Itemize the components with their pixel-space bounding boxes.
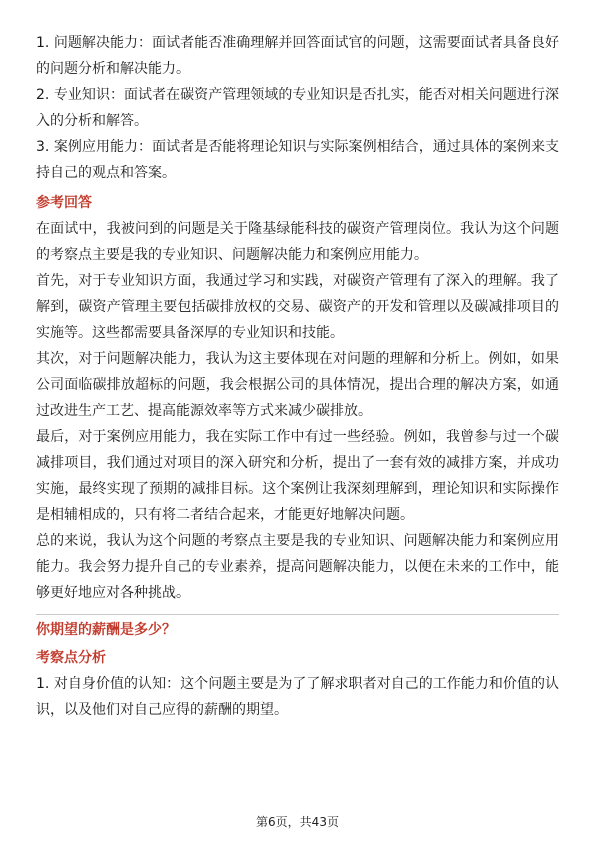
reference-paragraph-1: 在面试中，我被问到的问题是关于隆基绿能科技的碳资产管理岗位。我认为这个问题的考察点主要是我的专业知识、问题解决能力和案例应用能力。 xyxy=(36,221,559,263)
reference-paragraph-3: 其次，对于问题解决能力，我认为这主要体现在对问题的理解和分析上。例如，如果公司面临碳排放超标的问题，我会根据公司的具体情况，提出合理的解决方案，如通过改进生产工艺、提高能源效率等方式来减少碳排放。 xyxy=(36,351,559,419)
page-footer: 第6页，共43页 xyxy=(256,815,339,829)
document-page xyxy=(36,30,559,723)
analysis-heading: 考察点分析 xyxy=(36,650,106,666)
reference-answer-heading: 参考回答 xyxy=(36,195,92,211)
reference-paragraph-4: 最后，对于案例应用能力，我在实际工作中有过一些经验。例如，我曾参与过一个碳减排项目，我们通过对项目的深入研究和分析，提出了一套有效的减排方案，并成功实施，最终实现了预期的减排目标。这个案例让我深刻理解到，理论知识和实际操作是相辅相成的，只有将二者结合起来，才能更好地解决问题。 xyxy=(36,429,559,523)
analysis-point-2: 2. 专业知识：面试者在碳资产管理领域的专业知识是否扎实，能否对相关问题进行深入的分析和解答。 xyxy=(36,87,559,129)
analysis-point-3: 3. 案例应用能力：面试者是否能将理论知识与实际案例相结合，通过具体的案例来支持自己的观点和答案。 xyxy=(36,139,559,181)
reference-paragraph-2: 首先，对于专业知识方面，我通过学习和实践，对碳资产管理有了深入的理解。我了解到，碳资产管理主要包括碳排放权的交易、碳资产的开发和管理以及碳减排项目的实施等。这些都需要具备深厚的专业知识和技能。 xyxy=(36,273,559,341)
next-analysis-point-1: 1. 对自身价值的认知：这个问题主要是为了了解求职者对自己的工作能力和价值的认识，以及他们对自己应得的薪酬的期望。 xyxy=(36,676,559,718)
analysis-point-1: 1. 问题解决能力：面试者能否准确理解并回答面试官的问题，这需要面试者具备良好的问题分析和解决能力。 xyxy=(36,35,559,77)
reference-paragraph-5: 总的来说，我认为这个问题的考察点主要是我的专业知识、问题解决能力和案例应用能力。我会努力提升自己的专业素养，提高问题解决能力，以便在未来的工作中，能够更好地应对各种挑战。 xyxy=(36,533,559,601)
section-divider xyxy=(36,614,559,615)
question-heading: 你期望的薪酬是多少？ xyxy=(36,622,176,638)
